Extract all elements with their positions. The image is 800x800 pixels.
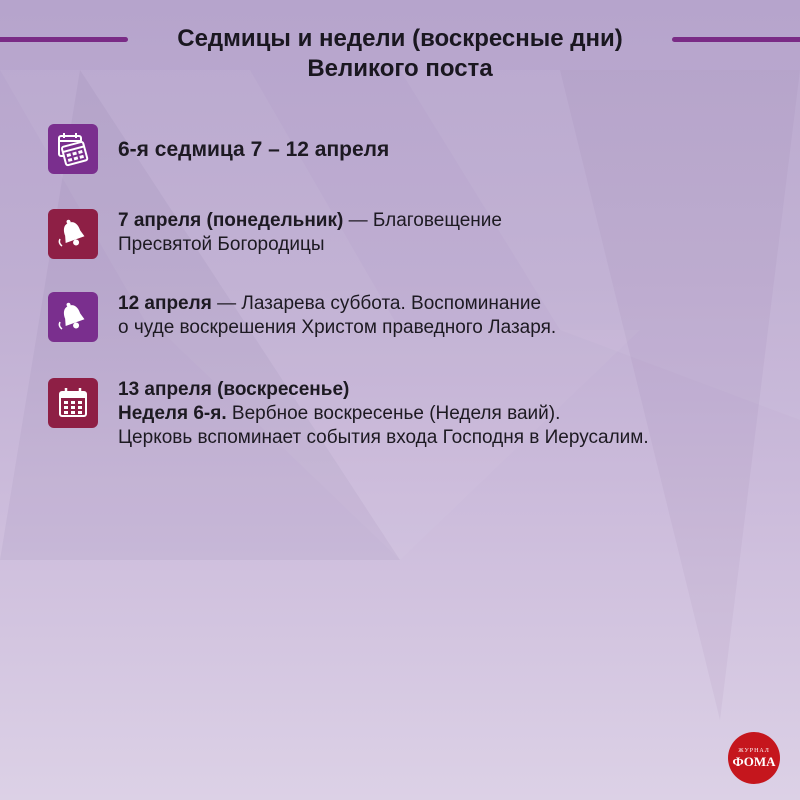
annunciation-date: 7 апреля (понедельник) — [118, 210, 344, 231]
calendar-icon — [48, 378, 98, 428]
page-title — [128, 24, 672, 84]
page-title-line2: Великого поста — [307, 55, 493, 82]
header-decor-line-right — [672, 37, 800, 42]
lazarus-text — [118, 292, 556, 340]
header-decor-line-left — [0, 37, 128, 42]
palm-sunday-title: Вербное воскресенье (Неделя ваий). — [226, 403, 561, 424]
annunciation-title-part2: Пресвятой Богородицы — [118, 234, 325, 255]
annunciation-text — [118, 209, 502, 257]
bell-icon — [48, 292, 98, 342]
palm-sunday-text — [118, 378, 649, 450]
palm-sunday-description: Церковь вспоминает события входа Господня в Иерусалим. — [118, 427, 649, 448]
bell-icon — [48, 209, 98, 259]
logo-big-text: ФОМА — [732, 753, 776, 769]
foma-logo — [728, 732, 780, 784]
logo-small-text: ЖУРНАЛ — [738, 747, 770, 754]
calendar-pages-icon — [48, 124, 98, 174]
page-title-line1: Седмицы и недели (воскресные дни) — [177, 25, 623, 52]
lazarus-date: 12 апреля — [118, 293, 212, 314]
lazarus-title-part2: о чуде воскрешения Христом праведного Лазаря. — [118, 317, 557, 338]
annunciation-title-part1: — Благовещение — [343, 210, 502, 231]
week-heading: 6-я седмица 7 – 12 апреля — [118, 138, 390, 161]
palm-sunday-date: 13 апреля (воскресенье) — [118, 379, 350, 400]
header — [0, 24, 800, 84]
palm-sunday-week: Неделя 6-я. — [118, 403, 227, 424]
lazarus-title-part1: — Лазарева суббота. Воспоминание — [211, 293, 542, 314]
